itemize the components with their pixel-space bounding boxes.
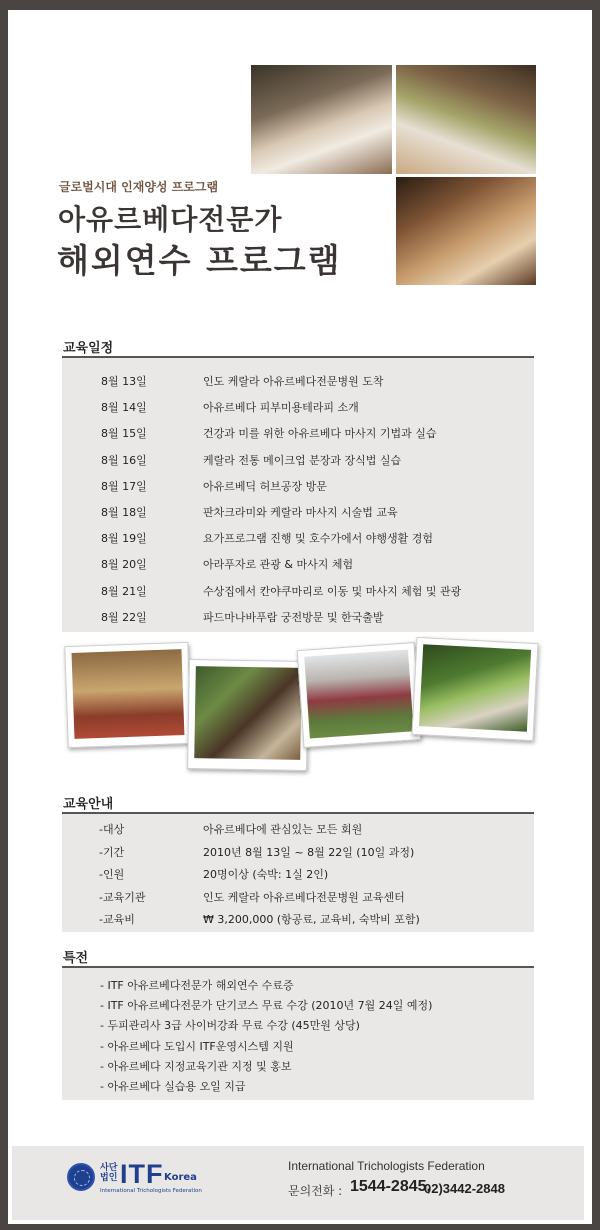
info-row — [62, 907, 534, 930]
info-key: -인원 — [99, 868, 125, 881]
benefits-heading: 특전 — [63, 951, 89, 966]
info-key: -대상 — [99, 823, 125, 836]
schedule-date: 8월 13일 — [101, 375, 147, 388]
logo-itf-text: ITF — [120, 1159, 164, 1189]
title-line-1: 아유르베다전문가 — [58, 203, 283, 236]
info-value: 2010년 8월 13일 ~ 8월 22일 (10일 과정) — [203, 845, 415, 859]
info-panel — [62, 814, 534, 932]
schedule-heading: 교육일정 — [63, 341, 114, 356]
spa-photo-1 — [251, 65, 392, 174]
schedule-activity: 판차크라미와 케랄라 마사지 시술법 교육 — [203, 506, 398, 519]
schedule-date: 8월 22일 — [101, 610, 147, 624]
spa-photo-2 — [396, 65, 536, 174]
schedule-row — [62, 472, 534, 498]
phone-main: 1544-2845, — [350, 1178, 431, 1195]
schedule-activity: 요가프로그램 진행 및 호수가에서 야행생활 경험 — [203, 532, 434, 546]
schedule-activity: 케랄라 전통 메이크업 분장과 장식법 실습 — [203, 453, 402, 467]
schedule-date: 8월 18일 — [101, 506, 147, 519]
schedule-row — [62, 498, 534, 524]
benefit-item: - 아유르베다 실습용 오일 지급 — [100, 1080, 246, 1093]
benefit-item: - ITF 아유르베다전문가 단기코스 무료 수강 (2010년 7월 24일 예정) — [100, 999, 433, 1013]
info-heading: 교육안내 — [63, 797, 114, 812]
footer — [12, 1146, 584, 1220]
resort-photo-room — [64, 642, 191, 748]
schedule-row — [62, 577, 534, 603]
info-value: 아유르베다에 관심있는 모든 회원 — [203, 823, 363, 836]
schedule-activity: 수상집에서 칸야쿠마리로 이동 및 마사지 체험 및 관광 — [203, 584, 462, 598]
schedule-row — [62, 393, 534, 419]
schedule-date: 8월 17일 — [101, 479, 147, 493]
benefit-item: - 아유르베다 도입시 ITF운영시스템 지원 — [100, 1039, 294, 1053]
schedule-row — [62, 524, 534, 550]
resort-photo-cottages — [297, 642, 422, 748]
benefit-item: - 두피관리사 3급 사이버강좌 무료 수강 (45만원 상당) — [100, 1019, 360, 1033]
info-row — [62, 862, 534, 885]
info-value: 인도 케랄라 아유르베다전문병원 교육센터 — [203, 890, 405, 904]
logo-korean-label: 사단법인 — [100, 1163, 118, 1183]
program-subtitle: 글로벌시대 인재양성 프로그램 — [59, 180, 219, 194]
schedule-activity: 아라푸자로 관광 & 마사지 체험 — [203, 558, 354, 572]
info-key: -교육비 — [99, 913, 135, 926]
schedule-panel — [62, 358, 534, 632]
schedule-activity: 건강과 미를 위한 아유르베다 마사지 기법과 실습 — [203, 427, 437, 441]
schedule-row — [62, 446, 534, 472]
info-key: -기간 — [99, 845, 125, 859]
schedule-date: 8월 21일 — [101, 584, 147, 598]
itf-globe-icon — [67, 1163, 95, 1191]
info-row — [62, 840, 534, 863]
benefit-item: - ITF 아유르베다전문가 해외연수 수료증 — [100, 979, 294, 992]
schedule-row — [62, 603, 534, 629]
info-key: -교육기관 — [99, 890, 146, 904]
schedule-row — [62, 367, 534, 393]
phone-label: 문의전화 : — [288, 1184, 343, 1198]
schedule-activity: 아유르베다 피부미용테라피 소개 — [203, 401, 359, 415]
resort-photo-corridor — [187, 659, 309, 771]
phone-alt: 02)3442-2848 — [424, 1181, 505, 1196]
schedule-activity: 아유르베딕 허브공장 방문 — [203, 479, 327, 493]
resort-photo-garden — [412, 637, 539, 741]
info-row — [62, 885, 534, 908]
schedule-date: 8월 19일 — [101, 532, 147, 546]
info-row — [62, 817, 534, 840]
benefit-item: - 아유르베다 지정교육기관 지정 및 홍보 — [100, 1059, 292, 1073]
benefits-panel — [62, 968, 534, 1100]
schedule-date: 8월 14일 — [101, 401, 147, 415]
org-name: International Trichologists Federation — [288, 1159, 485, 1173]
schedule-activity: 파드마나바푸람 궁전방문 및 한국출발 — [203, 610, 384, 624]
schedule-row — [62, 550, 534, 576]
spa-photo-3 — [396, 177, 536, 285]
schedule-date: 8월 15일 — [101, 427, 147, 441]
schedule-date: 8월 16일 — [101, 453, 147, 467]
logo-subtext: International Trichologists Federation — [100, 1188, 202, 1194]
title-line-2: 해외연수 프로그램 — [57, 241, 342, 280]
info-value: ₩ 3,200,000 (항공료, 교육비, 숙박비 포함) — [203, 913, 420, 926]
info-value: 20명이상 (숙박: 1실 2인) — [203, 868, 329, 881]
schedule-activity: 인도 케랄라 아유르베다전문병원 도착 — [203, 375, 384, 388]
schedule-date: 8월 20일 — [101, 558, 147, 572]
schedule-row — [62, 419, 534, 445]
logo-korea-text: Korea — [164, 1172, 197, 1183]
